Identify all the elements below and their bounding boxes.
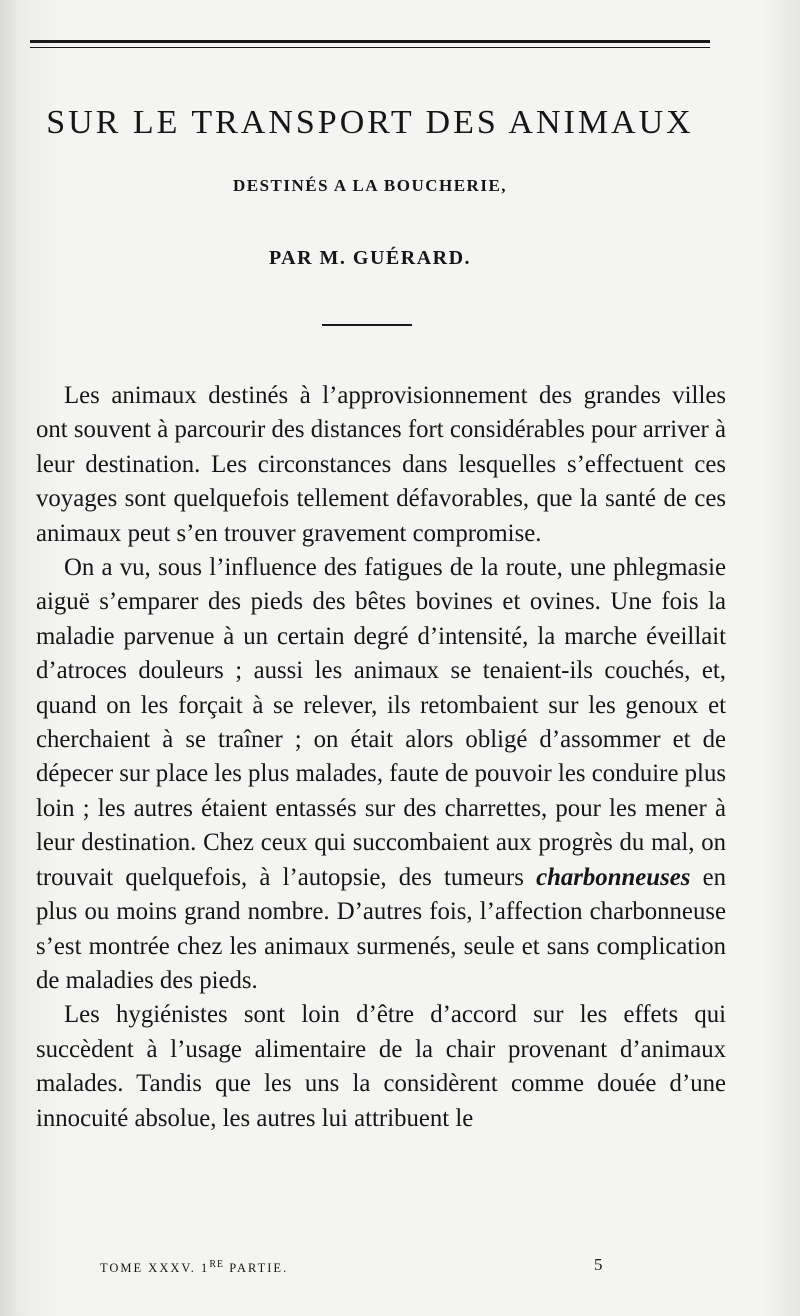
article-title: SUR LE TRANSPORT DES ANIMAUX (46, 104, 694, 141)
article-body (36, 379, 726, 1136)
header-rule-thick (30, 40, 710, 43)
footer-volume (100, 1259, 288, 1276)
paragraph-2-emphasis: charbonneuses (536, 863, 691, 891)
footer-volume-text: TOME XXXV. 1 (100, 1261, 210, 1276)
paragraph-1-text: Les animaux destinés à l’approvisionnement des grandes villes ont souvent à parcourir des distances fort considérables pour arriver à leur destination. Les circonstances dans lesquelles s’effectuent ces voyages sont quelquefois tellement défavorables, que la santé de ces animaux peut s’en trouver gravement compromise. (36, 382, 726, 547)
section-divider (322, 324, 412, 326)
paragraph-3 (36, 998, 726, 1136)
paragraph-1 (36, 379, 726, 551)
article-author: PAR M. GUÉRARD. (268, 247, 472, 269)
article-subtitle: DESTINÉS A LA BOUCHERIE, (232, 176, 508, 195)
footer-volume-after: PARTIE. (224, 1261, 289, 1276)
paragraph-3-text: Les hygiénistes sont loin d’être d’accord sur les effets qui succèdent à l’usage alimentaire de la chair provenant d’animaux malades. Tandis que les uns la considèrent comme douée d’une innocuité absolue, les autres lui attribuent le (36, 1001, 726, 1132)
paragraph-2 (36, 551, 726, 998)
header-rule-thin (30, 47, 710, 48)
paragraph-2-text-after: en plus ou moins grand nombre. D’autres fois, l’affection charbonneuse s’est montrée chez les animaux surmenés, seule et sans complication de maladies des pieds. (36, 863, 726, 994)
footer-signature-mark: 5 (594, 1255, 603, 1274)
paragraph-2-text-before: On a vu, sous l’influence des fatigues de la route, une phlegmasie aiguë s’emparer des pieds des bêtes bovines et ovines. Une fois la maladie parvenue à un certain degré d’intensité, la marche éveillait d’atroces douleurs ; aussi les animaux se tenaient-ils couchés, et, quand on les forçait à se relever, ils retombaient sur les genoux et cherchaient à se traîner ; on était alors obligé d’assommer et de dépecer sur place les plus malades, faute de pouvoir les conduire plus loin ; les autres étaient entassés sur des charrettes, pour les mener à leur destination. Chez ceux qui succombaient aux progrès du mal, on trouvait quelquefois, à l’autopsie, des tumeurs (36, 554, 726, 891)
footer-volume-sup: RE (209, 1259, 225, 1270)
